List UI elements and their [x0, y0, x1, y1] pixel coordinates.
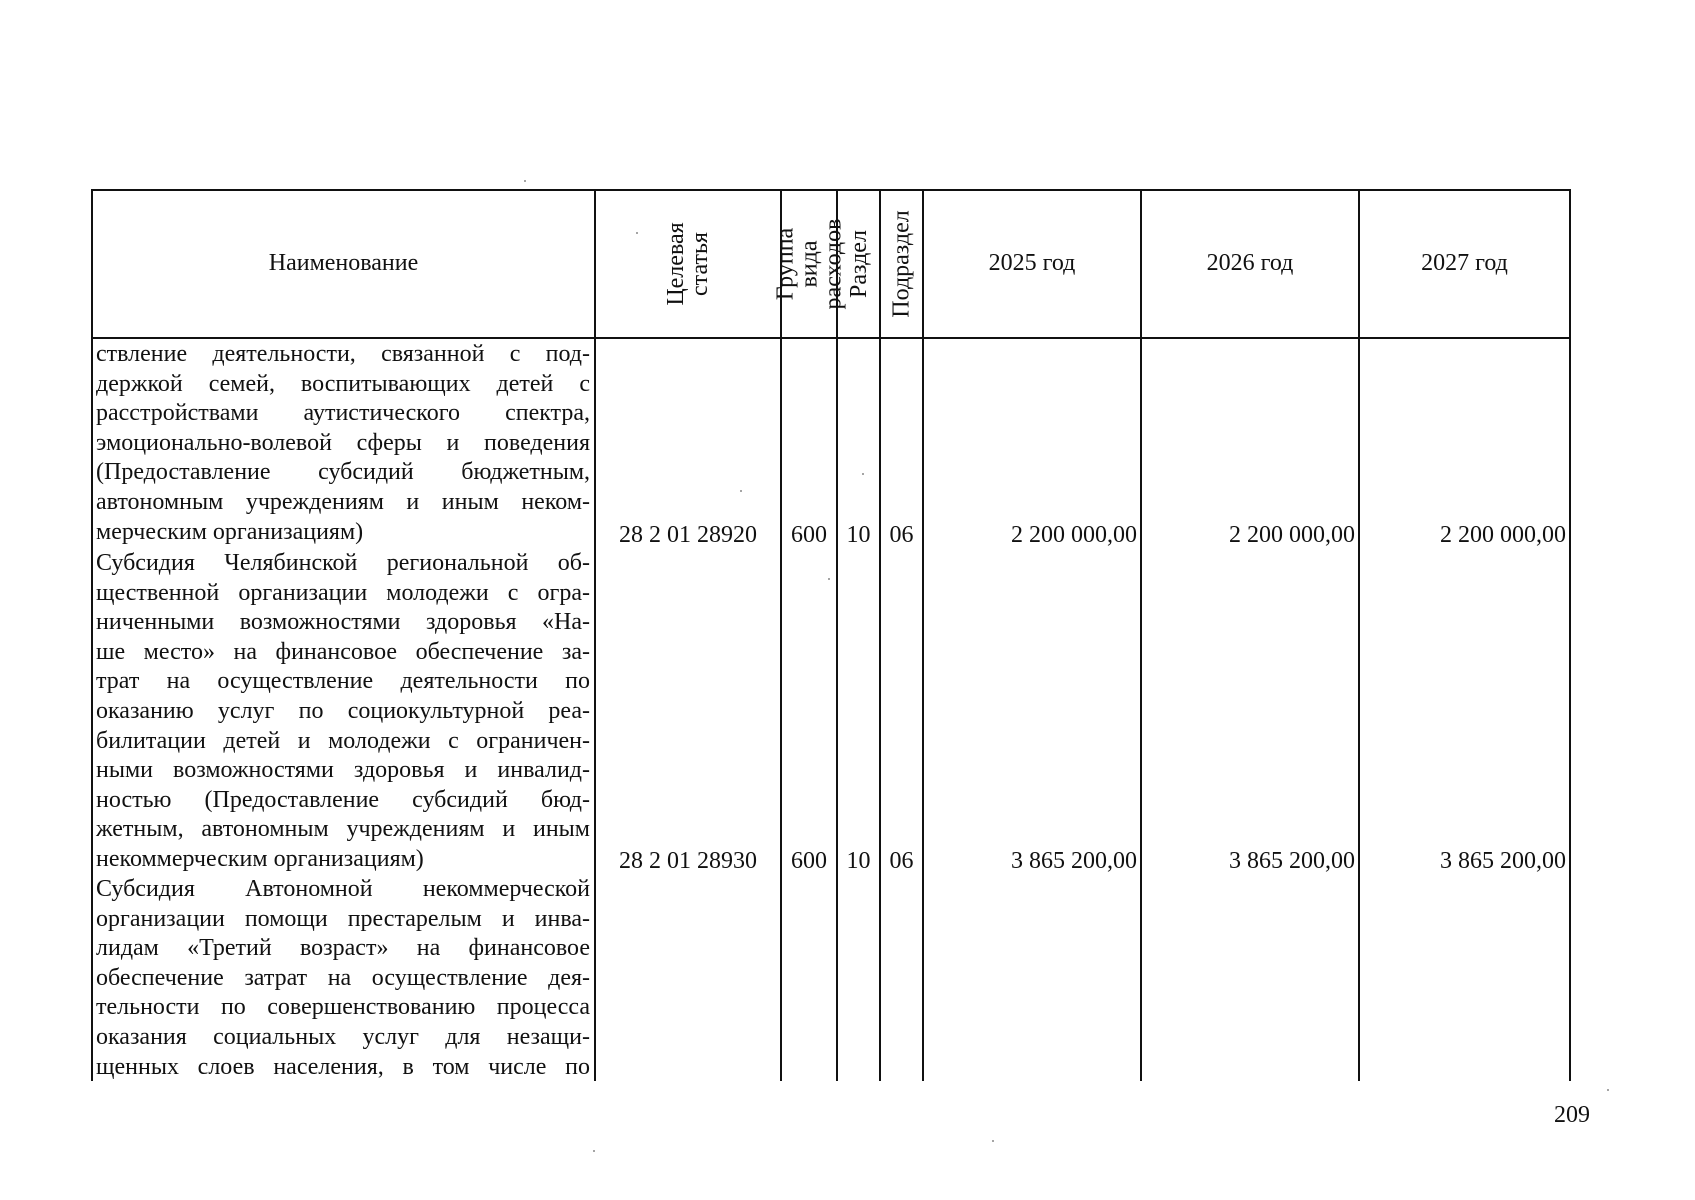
- header-target-article-label: Целевая статья: [663, 222, 713, 306]
- scan-speck: [1607, 1089, 1609, 1091]
- name-line: Субсидия Челябинской региональной об-: [96, 550, 590, 576]
- name-line: мерческим организациям): [96, 518, 364, 545]
- row-2-year-2027: 3 865 200,00: [1440, 848, 1566, 874]
- header-name-label: Наименование: [268, 250, 419, 277]
- scan-speck: [524, 180, 526, 182]
- row-2-year-2025: 3 865 200,00: [1011, 848, 1137, 874]
- header-name: [93, 191, 594, 337]
- name-line: эмоционально-волевой сферы и поведения: [96, 429, 590, 456]
- row-2-section: 10: [846, 848, 871, 874]
- page-number: 209: [1554, 1102, 1590, 1128]
- row-1-name: [96, 340, 590, 547]
- name-line: ностью (Предоставление субсидий бюд-: [96, 786, 590, 813]
- header-year-2027-label: 2027 год: [1421, 250, 1508, 277]
- name-line: оказанию услуг по социокультурной реа-: [96, 697, 590, 724]
- row-2-year-2026: 3 865 200,00: [1229, 848, 1355, 874]
- name-line: ше место» на финансовое обеспечение за-: [96, 638, 590, 665]
- name-line: Субсидия Автономной некоммерческой: [96, 876, 590, 902]
- row-2-target-article: 28 2 01 28930: [619, 848, 757, 874]
- scan-speck: [862, 473, 864, 475]
- row-2-name: [96, 549, 590, 875]
- header-year-2026-label: 2026 год: [1206, 250, 1294, 277]
- name-line: расстройствами аутистического спектра,: [96, 400, 590, 427]
- row-3-name: [96, 875, 590, 1082]
- row-1-target-article: 28 2 01 28920: [619, 522, 757, 548]
- header-subsection-label: Подраздел: [888, 210, 915, 318]
- row-1-year-2026: 2 200 000,00: [1229, 522, 1355, 548]
- name-line: тельности по совершенствованию процесса: [96, 994, 590, 1021]
- header-year-2026: [1142, 191, 1358, 337]
- header-year-2025: [924, 191, 1140, 337]
- name-line: жетным, автономным учреждениям и иным: [96, 816, 590, 843]
- header-section: [838, 191, 879, 337]
- header-year-2027: [1360, 191, 1569, 337]
- name-line: билитации детей и молодежи с ограничен-: [96, 727, 590, 754]
- name-line: ными возможностями здоровья и инвалид-: [96, 757, 590, 784]
- name-line: щественной организации молодежи с огра-: [96, 579, 590, 606]
- header-subsection: [881, 191, 922, 337]
- name-line: автономным учреждениям и иным неком-: [96, 488, 590, 515]
- row-1-year-2027: 2 200 000,00: [1440, 522, 1566, 548]
- row-1-expense-group: 600: [791, 522, 827, 548]
- header-expense-group: [772, 191, 847, 337]
- name-line: лидам «Третий возраст» на финансовое: [96, 935, 590, 962]
- name-line: трат на осуществление деятельности по: [96, 668, 590, 695]
- header-target-article: [596, 191, 780, 337]
- name-line: некоммерческим организациям): [96, 845, 424, 872]
- row-2-subsection: 06: [889, 848, 914, 874]
- name-line: ниченными возможностями здоровья «На-: [96, 609, 590, 636]
- scan-speck: [992, 1140, 994, 1142]
- name-line: обеспечение затрат на осуществление дея-: [96, 964, 590, 991]
- name-line: оказания социальных услуг для незащи-: [96, 1023, 590, 1050]
- name-line: (Предоставление субсидий бюджетным,: [96, 459, 590, 486]
- header-divider: [91, 337, 1571, 339]
- row-1-subsection: 06: [889, 522, 914, 548]
- scan-speck: [593, 1150, 595, 1152]
- name-line: держкой семей, воспитывающих детей с: [96, 370, 590, 397]
- scan-speck: [740, 490, 742, 492]
- row-2-expense-group: 600: [791, 848, 827, 874]
- row-1-section: 10: [846, 522, 871, 548]
- name-line: щенных слоев населения, в том числе по: [96, 1053, 590, 1080]
- scan-speck: [636, 232, 638, 234]
- row-1-year-2025: 2 200 000,00: [1011, 522, 1137, 548]
- scan-speck: [828, 578, 830, 580]
- header-expense-group-label: Группа вида расходов: [772, 218, 847, 310]
- name-line: организации помощи престарелым и инва-: [96, 905, 590, 932]
- header-year-2025-label: 2025 год: [988, 250, 1076, 277]
- name-line: ствление деятельности, связанной с под-: [96, 341, 590, 367]
- header-section-label: Раздел: [845, 230, 872, 298]
